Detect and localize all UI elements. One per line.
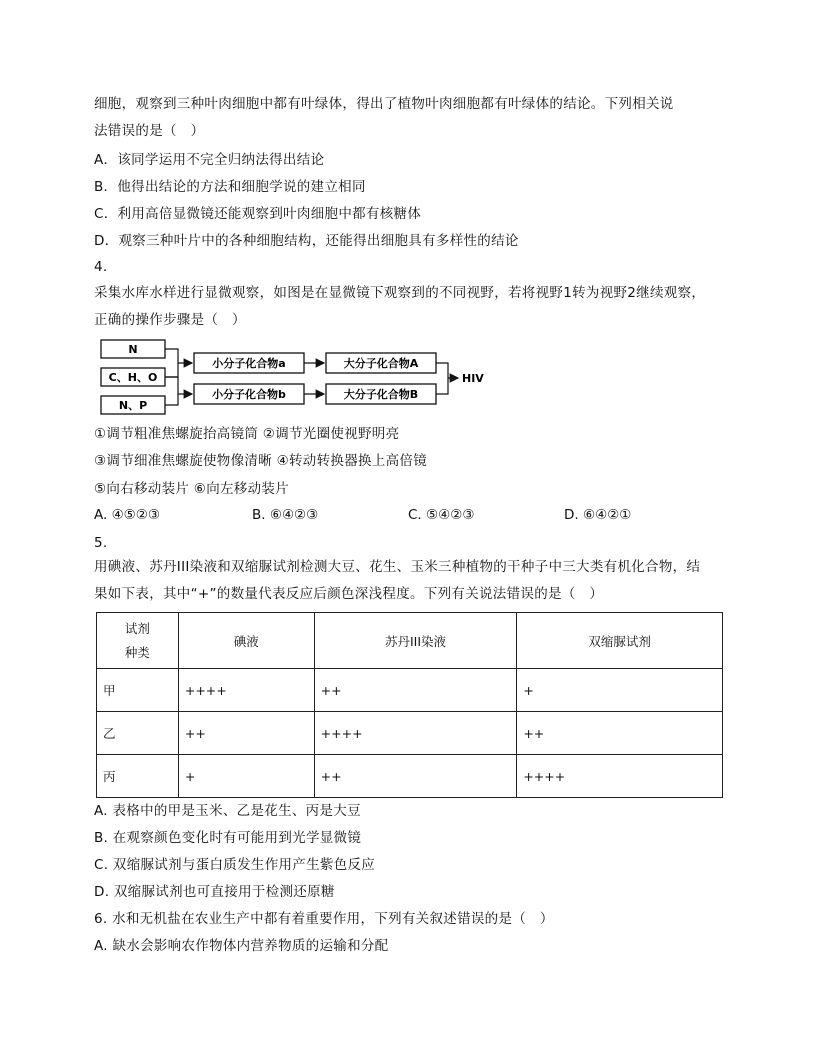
q3-option-a: A．该同学运用不完全归纳法得出结论 (94, 152, 325, 168)
q4-option-d: D. ⑥④②① (564, 507, 632, 523)
table-row (97, 669, 723, 712)
table-cell: ++++ (314, 712, 517, 755)
table-cell: ++ (314, 669, 517, 712)
small-compound-a-label: 小分子化合物a (212, 357, 286, 370)
q5-option-a: A. 表格中的甲是玉米、乙是花生、丙是大豆 (94, 803, 361, 819)
table-cell: ++ (178, 712, 314, 755)
q4-option-c: C. ⑤④②③ (408, 507, 475, 523)
hiv-label: HIV (462, 372, 484, 385)
element-label-n: N (128, 343, 138, 356)
table-corner-cell (97, 613, 179, 669)
q4-options (94, 507, 734, 525)
table-cell: + (178, 755, 314, 798)
table-cell: ++++ (178, 669, 314, 712)
q4-step-line1: ①调节粗准焦螺旋抬高镜筒 ②调节光圈使视野明亮 (94, 426, 400, 442)
table-header-iodine: 碘液 (178, 613, 314, 669)
q3-stem-line1: 细胞，观察到三种叶肉细胞中都有叶绿体，得出了植物叶肉细胞都有叶绿体的结论。下列相关说 (94, 96, 674, 112)
compound-flow-diagram (96, 336, 496, 416)
table-row (97, 755, 723, 798)
q3-option-c: C．利用高倍显微镜还能观察到叶肉细胞中都有核糖体 (94, 206, 422, 222)
table-cell: + (517, 669, 723, 712)
q4-number: 4. (94, 259, 108, 275)
small-compound-b-label: 小分子化合物b (212, 388, 286, 401)
q5-option-b: B. 在观察颜色变化时有可能用到光学显微镜 (94, 830, 362, 846)
q5-option-c: C. 双缩脲试剂与蛋白质发生作用产生紫色反应 (94, 857, 376, 873)
q4-step-line3: ⑤向右移动装片 ⑥向左移动装片 (94, 481, 289, 497)
q4-option-b: B. ⑥④②③ (252, 507, 319, 523)
element-label-np: N、P (118, 399, 148, 412)
table-cell: ++++ (517, 755, 723, 798)
q4-stem-line2: 正确的操作步骤是（ ） (94, 312, 246, 328)
q3-option-d: D．观察三种叶片中的各种细胞结构，还能得出细胞具有多样性的结论 (94, 233, 519, 249)
q4-stem-line1: 采集水库水样进行显微观察，如图是在显微镜下观察到的不同视野，若将视野1转为视野2继续观察， (94, 285, 706, 301)
q3-option-b: B．他得出结论的方法和细胞学说的建立相同 (94, 179, 366, 195)
table-cell: ++ (517, 712, 723, 755)
row-label: 甲 (97, 669, 179, 712)
q5-number: 5. (94, 535, 108, 551)
table-header-biuret: 双缩脲试剂 (517, 613, 723, 669)
element-label-cho: C、H、O (108, 371, 158, 384)
q6-option-a: A. 缺水会影响农作物体内营养物质的运输和分配 (94, 938, 389, 954)
reagent-results-table (96, 612, 723, 798)
large-compound-a-label: 大分子化合物A (343, 357, 419, 370)
row-label: 丙 (97, 755, 179, 798)
large-compound-b-label: 大分子化合物B (343, 388, 419, 401)
table-row (97, 712, 723, 755)
table-header-row (97, 613, 723, 669)
q3-stem-line2: 法错误的是（ ） (94, 123, 205, 139)
q4-step-line2: ③调节细准焦螺旋使物像清晰 ④转动转换器换上高倍镜 (94, 453, 427, 469)
corner-type-label: 种类 (124, 644, 150, 660)
corner-reagent-label: 试剂 (124, 620, 150, 636)
row-label: 乙 (97, 712, 179, 755)
q6-stem: 6. 水和无机盐在农业生产中都有着重要作用，下列有关叙述错误的是（ ） (94, 911, 554, 927)
table-cell: ++ (314, 755, 517, 798)
q4-option-a: A. ④⑤②③ (94, 507, 160, 523)
q5-option-d: D. 双缩脲试剂也可直接用于检测还原糖 (94, 884, 335, 900)
q5-stem-line1: 用碘液、苏丹III染液和双缩脲试剂检测大豆、花生、玉米三种植物的干种子中三大类有机化合物，结 (94, 559, 701, 575)
q5-stem-line2: 果如下表，其中“+”的数量代表反应后颜色深浅程度。下列有关说法错误的是（ ） (94, 586, 604, 602)
table-header-sudan: 苏丹III染液 (314, 613, 517, 669)
